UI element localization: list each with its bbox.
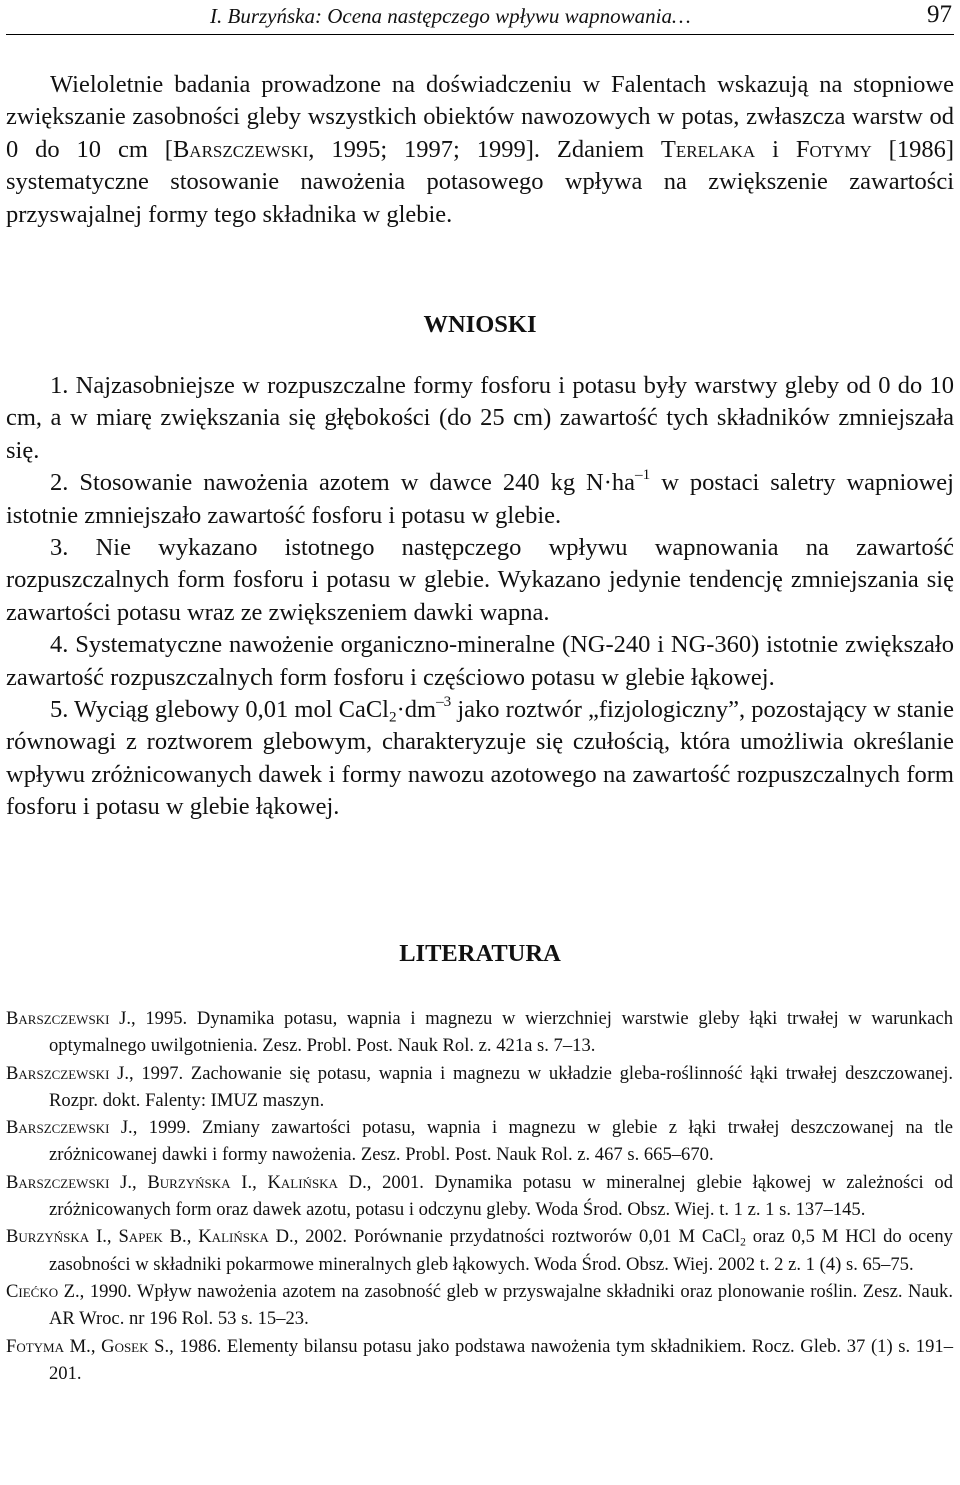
running-title: I. Burzyńska: Ocena następczego wpływu wapnowania… xyxy=(210,4,691,28)
reference-author: Barszczewski J. xyxy=(6,1008,131,1029)
superscript: –1 xyxy=(635,466,651,484)
author-name: Terelaka xyxy=(660,135,756,163)
reference-separator: , xyxy=(90,1335,102,1357)
reference-item xyxy=(6,1060,953,1115)
text-run: 2. Stosowanie nawożenia azotem w dawce 240 kg N·ha xyxy=(50,469,636,497)
references-heading: LITERATURA xyxy=(399,940,561,967)
reference-item xyxy=(6,1114,953,1169)
reference-author: Barszczewski J. xyxy=(6,1062,129,1084)
subscript: 2 xyxy=(740,1236,746,1249)
text-run: w postaci saletry wapniowej istotnie zmniejszało zawartość fosforu i potasu w glebie. xyxy=(6,469,954,529)
reference-author: Kalińska D. xyxy=(198,1226,294,1248)
intro-section xyxy=(6,69,954,231)
references-list xyxy=(6,1005,953,1387)
text-run: i xyxy=(755,135,796,163)
intro-paragraph xyxy=(6,69,954,231)
text-run: jako roztwór „fizjologiczny”, pozostający w stanie równowagi z roztworem glebowym, charakteryzuje się czułością, która umożliwia określanie wpływu zróżnicowanych dawek i formy nawozu azotowego na zawartość rozpuszczalnych form fosforu i potasu w glebie łąkowej. xyxy=(6,696,954,821)
reference-item xyxy=(6,1278,953,1333)
author-name: Fotymy xyxy=(795,135,872,163)
author-name: Barszczewski xyxy=(172,135,309,163)
reference-author: Fotyma M. xyxy=(6,1335,91,1357)
conclusion-item: 1. Najzasobniejsze w rozpuszczalne formy fosforu i potasu były warstwy gleby od 0 do 10 cm, a w miarę zwiększania się głębokości (do 25 cm) zawartość tych składników zmniejszała się. xyxy=(6,372,954,464)
reference-author: Sapek B. xyxy=(118,1226,187,1248)
reference-author: Burzyńska I. xyxy=(147,1171,253,1193)
conclusions-heading: WNIOSKI xyxy=(423,311,537,338)
conclusion-item: 4. Systematyczne nawożenie organiczno-mineralne (NG-240 i NG-360) istotnie zwiększało zawartość rozpuszczalnych form fosforu i częściowo potasu w glebie łąkowej. xyxy=(6,631,954,691)
reference-separator: , xyxy=(132,1171,148,1193)
conclusion-item xyxy=(6,694,954,824)
reference-separator: , xyxy=(186,1226,199,1248)
text-run: Wieloletnie badania prowadzone na doświadczeniu w Falentach wskazują na stopniowe zwiększanie zasobności gleby wszystkich obiektów nawozowych w potas, zwłaszcza warstw od 0 do 10 cm [ xyxy=(6,71,954,163)
reference-item xyxy=(6,1223,953,1278)
reference-item xyxy=(6,1169,953,1224)
conclusions-section xyxy=(6,370,954,824)
reference-text: , 1990. Wpływ nawożenia azotem na zasobność gleb w przyswajalne składniki oraz plonowanie roślin. Zesz. Nauk. AR Wroc. nr 196 Rol. 53 s. 15–23. xyxy=(49,1280,953,1330)
reference-text: , 2001. Dynamika potasu w mineralnej glebie łąkowej w zależności od zróżnicowanych form oraz dawek azotu, potasu i odczynu gleby. Woda Środ. Obsz. Wiej. t. 1 z. 1 s. 137–145. xyxy=(49,1171,954,1221)
conclusion-item xyxy=(6,467,954,532)
page-number: 97 xyxy=(927,1,952,28)
reference-author: Gosek S. xyxy=(101,1335,170,1357)
text-run: [1986] systematyczne stosowanie nawożenia potasowego wpływa na zwiększenie zawartości przyswajalnej formy tego składnika w glebie. xyxy=(6,135,954,228)
text-run: , 1995; 1997; 1999]. Zdaniem xyxy=(308,135,661,163)
text-run: 5. Wyciąg glebowy 0,01 mol CaCl xyxy=(50,696,389,724)
reference-text: , 1986. Elementy bilansu potasu jako podstawa nawożenia tym składnikiem. Rocz. Gleb. 37 (1) s. 191–201. xyxy=(49,1335,953,1384)
subscript: 2 xyxy=(389,708,397,726)
reference-author: Burzyńska I. xyxy=(6,1226,107,1248)
reference-text: , 2002. Porównanie przydatności roztworów 0,01 M CaCl xyxy=(293,1226,741,1248)
reference-author: Barszczewski J. xyxy=(6,1117,133,1139)
reference-text: oraz 0,5 M HCl do oceny zasobności w składniki pokarmowe mineralnych gleb łąkowych. Woda Środ. Obsz. Wiej. 2002 t. 2 z. 1 (4) s. 65–75. xyxy=(49,1226,953,1275)
reference-separator: , xyxy=(252,1171,268,1193)
conclusion-item: 3. Nie wykazano istotnego następczego wpływu wapnowania na zawartość rozpuszczalnych form fosforu i potasu w glebie. Wykazano jedynie tendencję zmniejszania się zawartości potasu wraz ze zwiększeniem dawki wapna. xyxy=(6,534,954,626)
reference-text: , 1997. Zachowanie się potasu, wapnia i magnezu w układzie gleba-roślinność łąki trwałej deszczowanej. Rozpr. dokt. Falenty: IMUZ maszyn. xyxy=(49,1062,954,1111)
reference-item xyxy=(6,1005,953,1060)
reference-separator: , xyxy=(106,1226,119,1248)
reference-author: Kalińska D. xyxy=(267,1171,367,1193)
reference-item xyxy=(6,1333,953,1388)
reference-text: , 1995. Dynamika potasu, wapnia i magnezu w wierzchniej warstwie gleby łąki trwałej w warunkach optymalnego uwilgotnienia. Zesz. Probl. Post. Nauk Rol. z. 421a s. 7–13. xyxy=(49,1008,954,1057)
superscript: –3 xyxy=(436,693,452,711)
running-header xyxy=(6,0,954,35)
text-run: ·dm xyxy=(396,696,437,724)
reference-text: , 1999. Zmiany zawartości potasu, wapnia i magnezu w glebie z łąki trwałej deszczowanej na tle zróżnicowanej dawki i formy nawożenia. Zesz. Probl. Post. Nauk Rol. z. 467 s. 665–670. xyxy=(49,1117,953,1166)
reference-author: Ciećko Z. xyxy=(6,1280,80,1302)
reference-author: Barszczewski J. xyxy=(6,1171,132,1193)
